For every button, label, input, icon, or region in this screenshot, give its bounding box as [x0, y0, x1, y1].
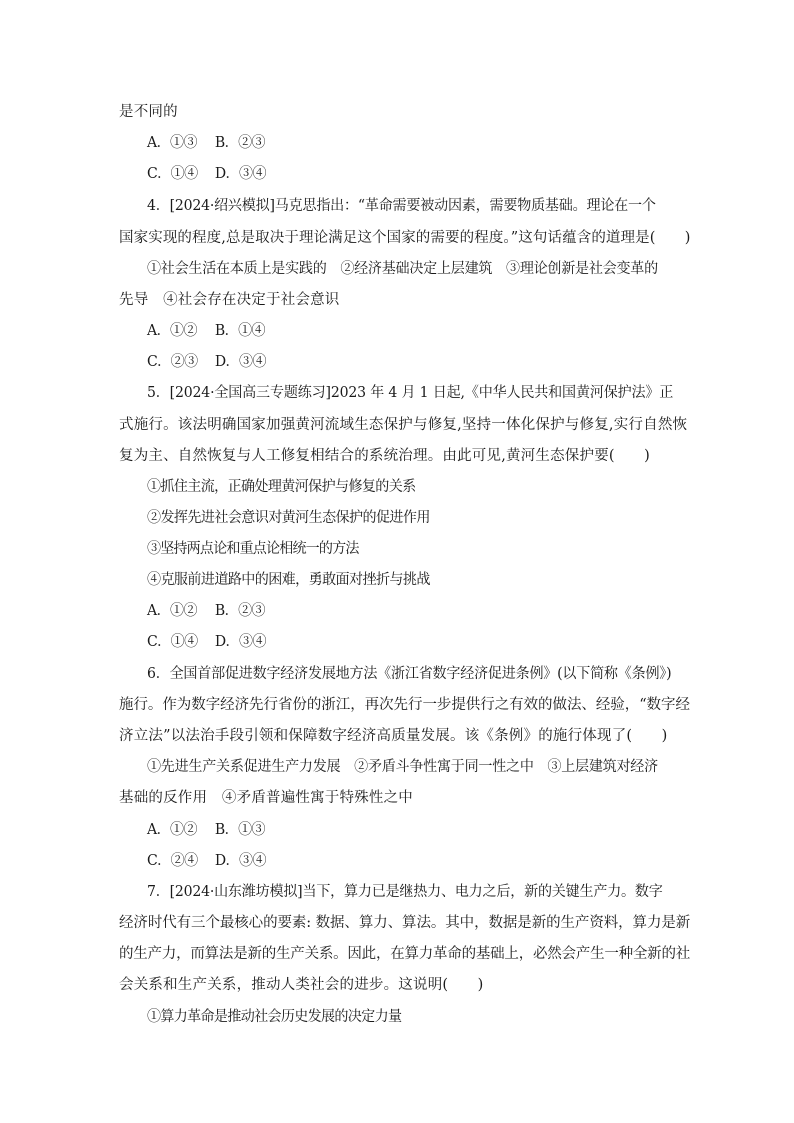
option-c: C．①④	[147, 634, 198, 650]
answer-options	[147, 133, 690, 153]
option-b: B．①③	[214, 822, 266, 838]
answer-options	[147, 601, 690, 621]
answer-options	[147, 321, 690, 341]
choice-statement: ③坚持两点论和重点论相统一的方法	[147, 541, 359, 557]
option-b: B．①④	[214, 323, 266, 339]
option-d: D．③④	[214, 853, 266, 869]
option-d: D．③④	[214, 634, 266, 650]
answer-options	[147, 632, 690, 652]
answer-options	[147, 164, 690, 184]
answer-options	[147, 352, 690, 372]
question-4-stem: 4．[2024·绍兴模拟]马克思指出：“革命需要被动因素，需要物质基础。理论在一个	[147, 198, 656, 214]
option-a: A．①②	[147, 603, 197, 619]
text-line: 是不同的	[119, 104, 178, 120]
choice-statement: ①算力革命是推动社会历史发展的决定力量	[147, 1009, 402, 1025]
question-5-stem: 5．[2024·全国高三专题练习]2023 年 4 月 1 日起,《中华人民共和国黄河保护法》正	[147, 385, 674, 401]
text-line: 会关系和生产关系，推动人类社会的进步。这说明( )	[119, 977, 484, 993]
answer-options	[147, 820, 690, 840]
option-c: C．②③	[147, 354, 198, 370]
option-a: A．①③	[147, 135, 197, 151]
choice-statements: ①先进生产关系促进生产力发展 ②矛盾斗争性寓于同一性之中 ③上层建筑对经济	[147, 759, 658, 775]
choice-statements: ①社会生活在本质上是实践的 ②经济基础决定上层建筑 ③理论创新是社会变革的	[147, 261, 658, 277]
question-7-stem: 7．[2024·山东潍坊模拟]当下，算力已是继热力、电力之后，新的关键生产力。数字	[147, 884, 663, 900]
text-line: 国家实现的程度,总是取决于理论满足这个国家的需要的程度。”这句话蕴含的道理是( )	[119, 230, 691, 246]
text-line: 基础的反作用 ④矛盾普遍性寓于特殊性之中	[119, 790, 413, 806]
option-c: C．②④	[147, 853, 198, 869]
choice-statement: ①抓住主流，正确处理黄河保护与修复的关系	[147, 479, 416, 495]
answer-options	[147, 851, 690, 871]
option-c: C．①④	[147, 166, 198, 182]
option-b: B．②③	[214, 135, 266, 151]
text-line: 施行。作为数字经济先行省份的浙江，再次先行一步提供行之有效的做法、经验，“数字经	[119, 697, 690, 713]
option-a: A．①②	[147, 822, 197, 838]
text-line: 的生产力，而算法是新的生产关系。因此，在算力革命的基础上，必然会产生一种全新的社	[119, 946, 690, 962]
question-6-stem: 6．全国首部促进数字经济发展地方法《浙江省数字经济促进条例》(以下简称《条例》)	[147, 666, 672, 682]
text-line: 济立法”以法治手段引领和保障数字经济高质量发展。该《条例》的施行体现了( )	[119, 728, 668, 744]
option-b: B．②③	[214, 603, 266, 619]
text-line: 先导 ④社会存在决定于社会意识	[119, 292, 340, 308]
option-a: A．①②	[147, 323, 197, 339]
choice-statement: ②发挥先进社会意识对黄河生态保护的促进作用	[147, 510, 430, 526]
text-line: 经济时代有三个最核心的要素: 数据、算力、算法。其中，数据是新的生产资料，算力是新	[119, 915, 691, 931]
option-d: D．③④	[214, 354, 266, 370]
text-line: 式施行。该法明确国家加强黄河流域生态保护与修复,坚持一体化保护与修复,实行自然恢	[119, 417, 688, 433]
option-d: D．③④	[214, 166, 266, 182]
choice-statement: ④克服前进道路中的困难，勇敢面对挫折与挑战	[147, 572, 430, 588]
text-line: 复为主、自然恢复与人工修复相结合的系统治理。由此可见,黄河生态保护要( )	[119, 448, 651, 464]
